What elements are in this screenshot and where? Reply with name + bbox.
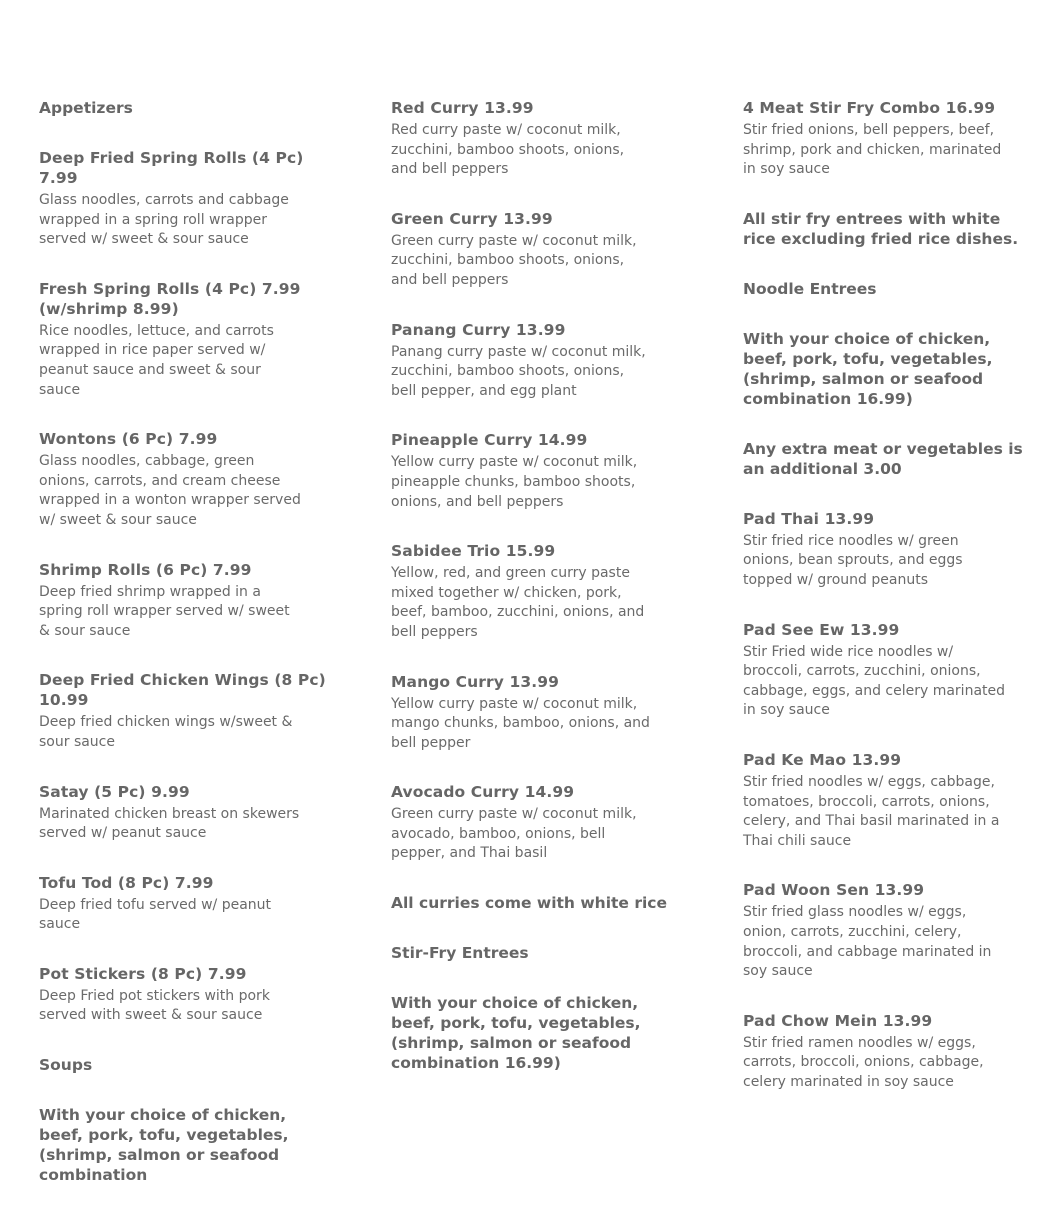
section-heading-noodles: Noodle Entrees bbox=[743, 279, 877, 298]
menu-item-title: Pad Thai 13.99 bbox=[743, 509, 875, 528]
stir-fry-protein-note: With your choice of chicken, beef, pork, tofu, vegetables, (shrimp, salmon or seafood combination 16.99) bbox=[391, 994, 641, 1073]
menu-item bbox=[391, 320, 681, 402]
menu-item-title: Wontons (6 Pc) 7.99 bbox=[39, 430, 218, 449]
menu-item-title: Mango Curry 13.99 bbox=[391, 672, 559, 691]
menu-item bbox=[743, 98, 1035, 180]
soups-note: With your choice of chicken, beef, pork, tofu, vegetables, (shrimp, salmon or seafood combination bbox=[39, 1106, 289, 1185]
menu-item bbox=[39, 560, 329, 642]
curries-note: All curries come with white rice bbox=[391, 894, 667, 913]
menu-item-title: Avocado Curry 14.99 bbox=[391, 783, 575, 802]
menu-item bbox=[39, 964, 329, 1026]
section-heading-appetizers: Appetizers bbox=[39, 99, 133, 117]
section-heading-stir-fry: Stir-Fry Entrees bbox=[391, 944, 529, 963]
menu-item-description: Deep Fried pot stickers with pork served with sweet & sour sauce bbox=[39, 987, 270, 1024]
menu-item-title: Pineapple Curry 14.99 bbox=[391, 431, 588, 450]
menu-item-title: Tofu Tod (8 Pc) 7.99 bbox=[39, 873, 214, 892]
menu-item-title: 4 Meat Stir Fry Combo 16.99 bbox=[743, 99, 996, 117]
extra-charge-note: Any extra meat or vegetables is an additional 3.00 bbox=[743, 439, 1023, 478]
section-heading-soups: Soups bbox=[39, 1056, 93, 1075]
menu-item bbox=[391, 209, 681, 291]
menu-item-description: Rice noodles, lettuce, and carrots wrapped in rice paper served w/ peanut sauce and sweet & sour sauce bbox=[39, 322, 274, 398]
menu-item-description: Marinated chicken breast on skewers served w/ peanut sauce bbox=[39, 805, 300, 842]
menu-item-title: Pad Ke Mao 13.99 bbox=[743, 750, 902, 769]
curries-column bbox=[391, 98, 681, 1103]
menu-item-title: Shrimp Rolls (6 Pc) 7.99 bbox=[39, 560, 252, 579]
menu-item-description: Red curry paste w/ coconut milk, zucchini, bamboo shoots, onions, and bell peppers bbox=[391, 122, 625, 178]
menu-item bbox=[743, 880, 1035, 981]
menu-item-description: Deep fried chicken wings w/sweet & sour sauce bbox=[39, 714, 293, 750]
menu-item-title: Deep Fried Chicken Wings (8 Pc) 10.99 bbox=[39, 671, 326, 710]
menu-item-title: Pot Stickers (8 Pc) 7.99 bbox=[39, 964, 247, 983]
menu-item-description: Green curry paste w/ coconut milk, avocado, bamboo, onions, bell pepper, and Thai basil bbox=[391, 806, 637, 862]
menu-item bbox=[39, 782, 329, 844]
menu-item bbox=[391, 672, 681, 754]
menu-item bbox=[39, 148, 329, 250]
menu-item-description: Stir fried noodles w/ eggs, cabbage, tomatoes, broccoli, carrots, onions, celery, and Thai basil marinated in a Thai chili sauce bbox=[743, 773, 1000, 849]
menu-item-title: Deep Fried Spring Rolls (4 Pc) 7.99 bbox=[39, 149, 304, 187]
menu-item-title: Satay (5 Pc) 9.99 bbox=[39, 782, 190, 801]
menu-item-description: Stir fried rice noodles w/ green onions, bean sprouts, and eggs topped w/ ground peanuts bbox=[743, 532, 963, 588]
menu-item-description: Yellow curry paste w/ coconut milk, pineapple chunks, bamboo shoots, onions, and bell peppers bbox=[391, 454, 638, 510]
menu-item-description: Green curry paste w/ coconut milk, zucchini, bamboo shoots, onions, and bell peppers bbox=[391, 232, 637, 288]
menu-item-description: Deep fried shrimp wrapped in a spring roll wrapper served w/ sweet & sour sauce bbox=[39, 583, 290, 639]
menu-item-description: Deep fried tofu served w/ peanut sauce bbox=[39, 896, 272, 933]
noodles-column bbox=[743, 98, 1035, 1121]
menu-item-title: Sabidee Trio 15.99 bbox=[391, 542, 556, 561]
menu-item-title: Fresh Spring Rolls (4 Pc) 7.99 (w/shrimp 8.99) bbox=[39, 279, 301, 318]
menu-item-title: Panang Curry 13.99 bbox=[391, 320, 566, 339]
menu-item-description: Stir Fried wide rice noodles w/ broccoli, carrots, zucchini, onions, cabbage, eggs, and celery marinated in soy sauce bbox=[743, 643, 1006, 719]
menu-item bbox=[39, 873, 329, 935]
menu-item bbox=[743, 509, 1035, 591]
menu-item bbox=[391, 430, 681, 512]
noodle-protein-note: With your choice of chicken, beef, pork, tofu, vegetables, (shrimp, salmon or seafood combination 16.99) bbox=[743, 329, 993, 408]
menu-item-description: Yellow curry paste w/ coconut milk, mango chunks, bamboo, onions, and bell pepper bbox=[391, 695, 650, 751]
menu-item-title: Green Curry 13.99 bbox=[391, 209, 553, 228]
menu-item-description: Stir fried glass noodles w/ eggs, onion, carrots, zucchini, celery, broccoli, and cabbage marinated in soy sauce bbox=[743, 904, 992, 980]
menu-item-description: Glass noodles, cabbage, green onions, carrots, and cream cheese wrapped in a wonton wrapper served w/ sweet & sour sauce bbox=[39, 453, 301, 528]
stir-fry-rice-note: All stir fry entrees with white rice excluding fried rice dishes. bbox=[743, 209, 1019, 248]
menu-item bbox=[743, 750, 1035, 851]
menu-item bbox=[391, 98, 681, 180]
menu-item-description: Yellow, red, and green curry paste mixed together w/ chicken, pork, beef, bamboo, zucchini, onions, and bell peppers bbox=[391, 565, 645, 640]
appetizers-column bbox=[39, 98, 329, 1215]
menu-item bbox=[391, 782, 681, 864]
menu-item bbox=[39, 670, 329, 752]
menu-item bbox=[743, 1011, 1035, 1093]
menu-item-description: Stir fried onions, bell peppers, beef, shrimp, pork and chicken, marinated in soy sauce bbox=[743, 122, 1002, 178]
menu-item-description: Panang curry paste w/ coconut milk, zucchini, bamboo shoots, onions, bell pepper, and egg plant bbox=[391, 343, 646, 399]
menu-item bbox=[39, 279, 329, 400]
menu-item-title: Pad See Ew 13.99 bbox=[743, 620, 900, 639]
menu-item-title: Red Curry 13.99 bbox=[391, 99, 534, 117]
menu-item-description: Stir fried ramen noodles w/ eggs, carrots, broccoli, onions, cabbage, celery marinated in soy sauce bbox=[743, 1034, 984, 1090]
menu-item bbox=[391, 541, 681, 642]
menu-item bbox=[39, 429, 329, 530]
menu-item bbox=[743, 620, 1035, 721]
menu-item-description: Glass noodles, carrots and cabbage wrapped in a spring roll wrapper served w/ sweet & sour sauce bbox=[39, 192, 289, 248]
menu-item-title: Pad Chow Mein 13.99 bbox=[743, 1011, 933, 1030]
menu-item-title: Pad Woon Sen 13.99 bbox=[743, 881, 925, 900]
